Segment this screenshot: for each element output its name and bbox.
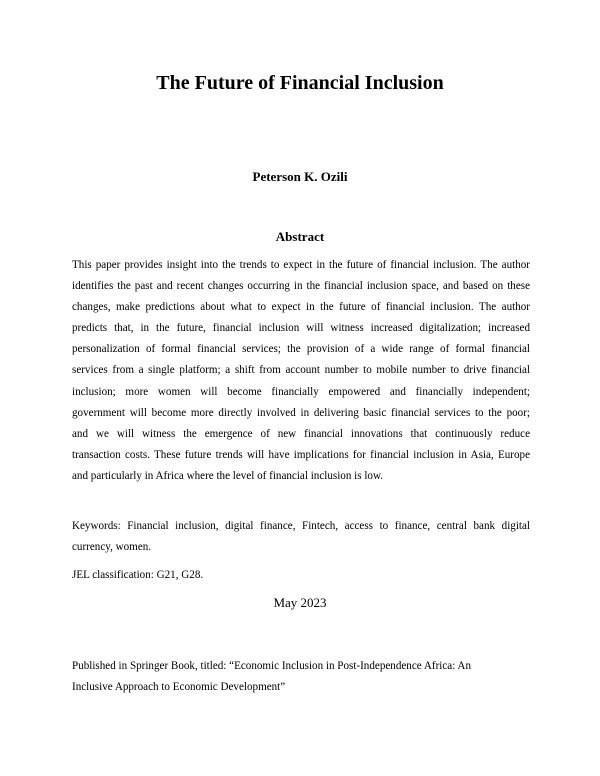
paper-title: The Future of Financial Inclusion (156, 72, 444, 94)
keywords-line: Keywords: Financial inclusion, digital finance, Fintech, access to finance, central bank digital (72, 520, 530, 532)
abstract-line: and we will witness the emergence of new financial innovations that continuously reduce (72, 427, 530, 440)
jel-classification: JEL classification: G21, G28. (72, 569, 204, 581)
abstract-body (72, 255, 530, 487)
publication-note-line: Published in Springer Book, titled: “Economic Inclusion in Post-Independence Africa: An (72, 660, 471, 672)
abstract-line: predicts that, in the future, financial inclusion will witness increased digitalization; increased (72, 322, 530, 335)
keywords-line: currency, women. (72, 541, 152, 554)
abstract-line: inclusion; more women will become financially empowered and financially independent; (72, 385, 530, 398)
publication-note-line: Inclusive Approach to Economic Development” (72, 681, 286, 694)
abstract-line: personalization of formal financial services; the provision of a wide range of formal financial (72, 343, 530, 356)
abstract-line: transaction costs. These future trends will have implications for financial inclusion in Asia, Europe (72, 448, 530, 461)
abstract-line: and particularly in Africa where the level of financial inclusion is low. (72, 469, 384, 482)
abstract-line: services from a single platform; a shift from account number to mobile number to drive financial (72, 364, 530, 377)
abstract-line: government will become more directly involved in delivering basic financial services to the poor; (72, 406, 530, 419)
abstract-heading: Abstract (275, 229, 325, 244)
abstract-line: This paper provides insight into the trends to expect in the future of financial inclusion. The author (72, 259, 530, 271)
author-name: Peterson K. Ozili (252, 169, 348, 184)
abstract-line: identifies the past and recent changes occurring in the financial inclusion space, and based on these (72, 280, 530, 293)
keywords (72, 516, 530, 558)
publication-date: May 2023 (273, 595, 327, 610)
publication-note (72, 656, 530, 698)
abstract-line: changes, make predictions about what to expect in the future of financial inclusion. The author (72, 301, 530, 314)
